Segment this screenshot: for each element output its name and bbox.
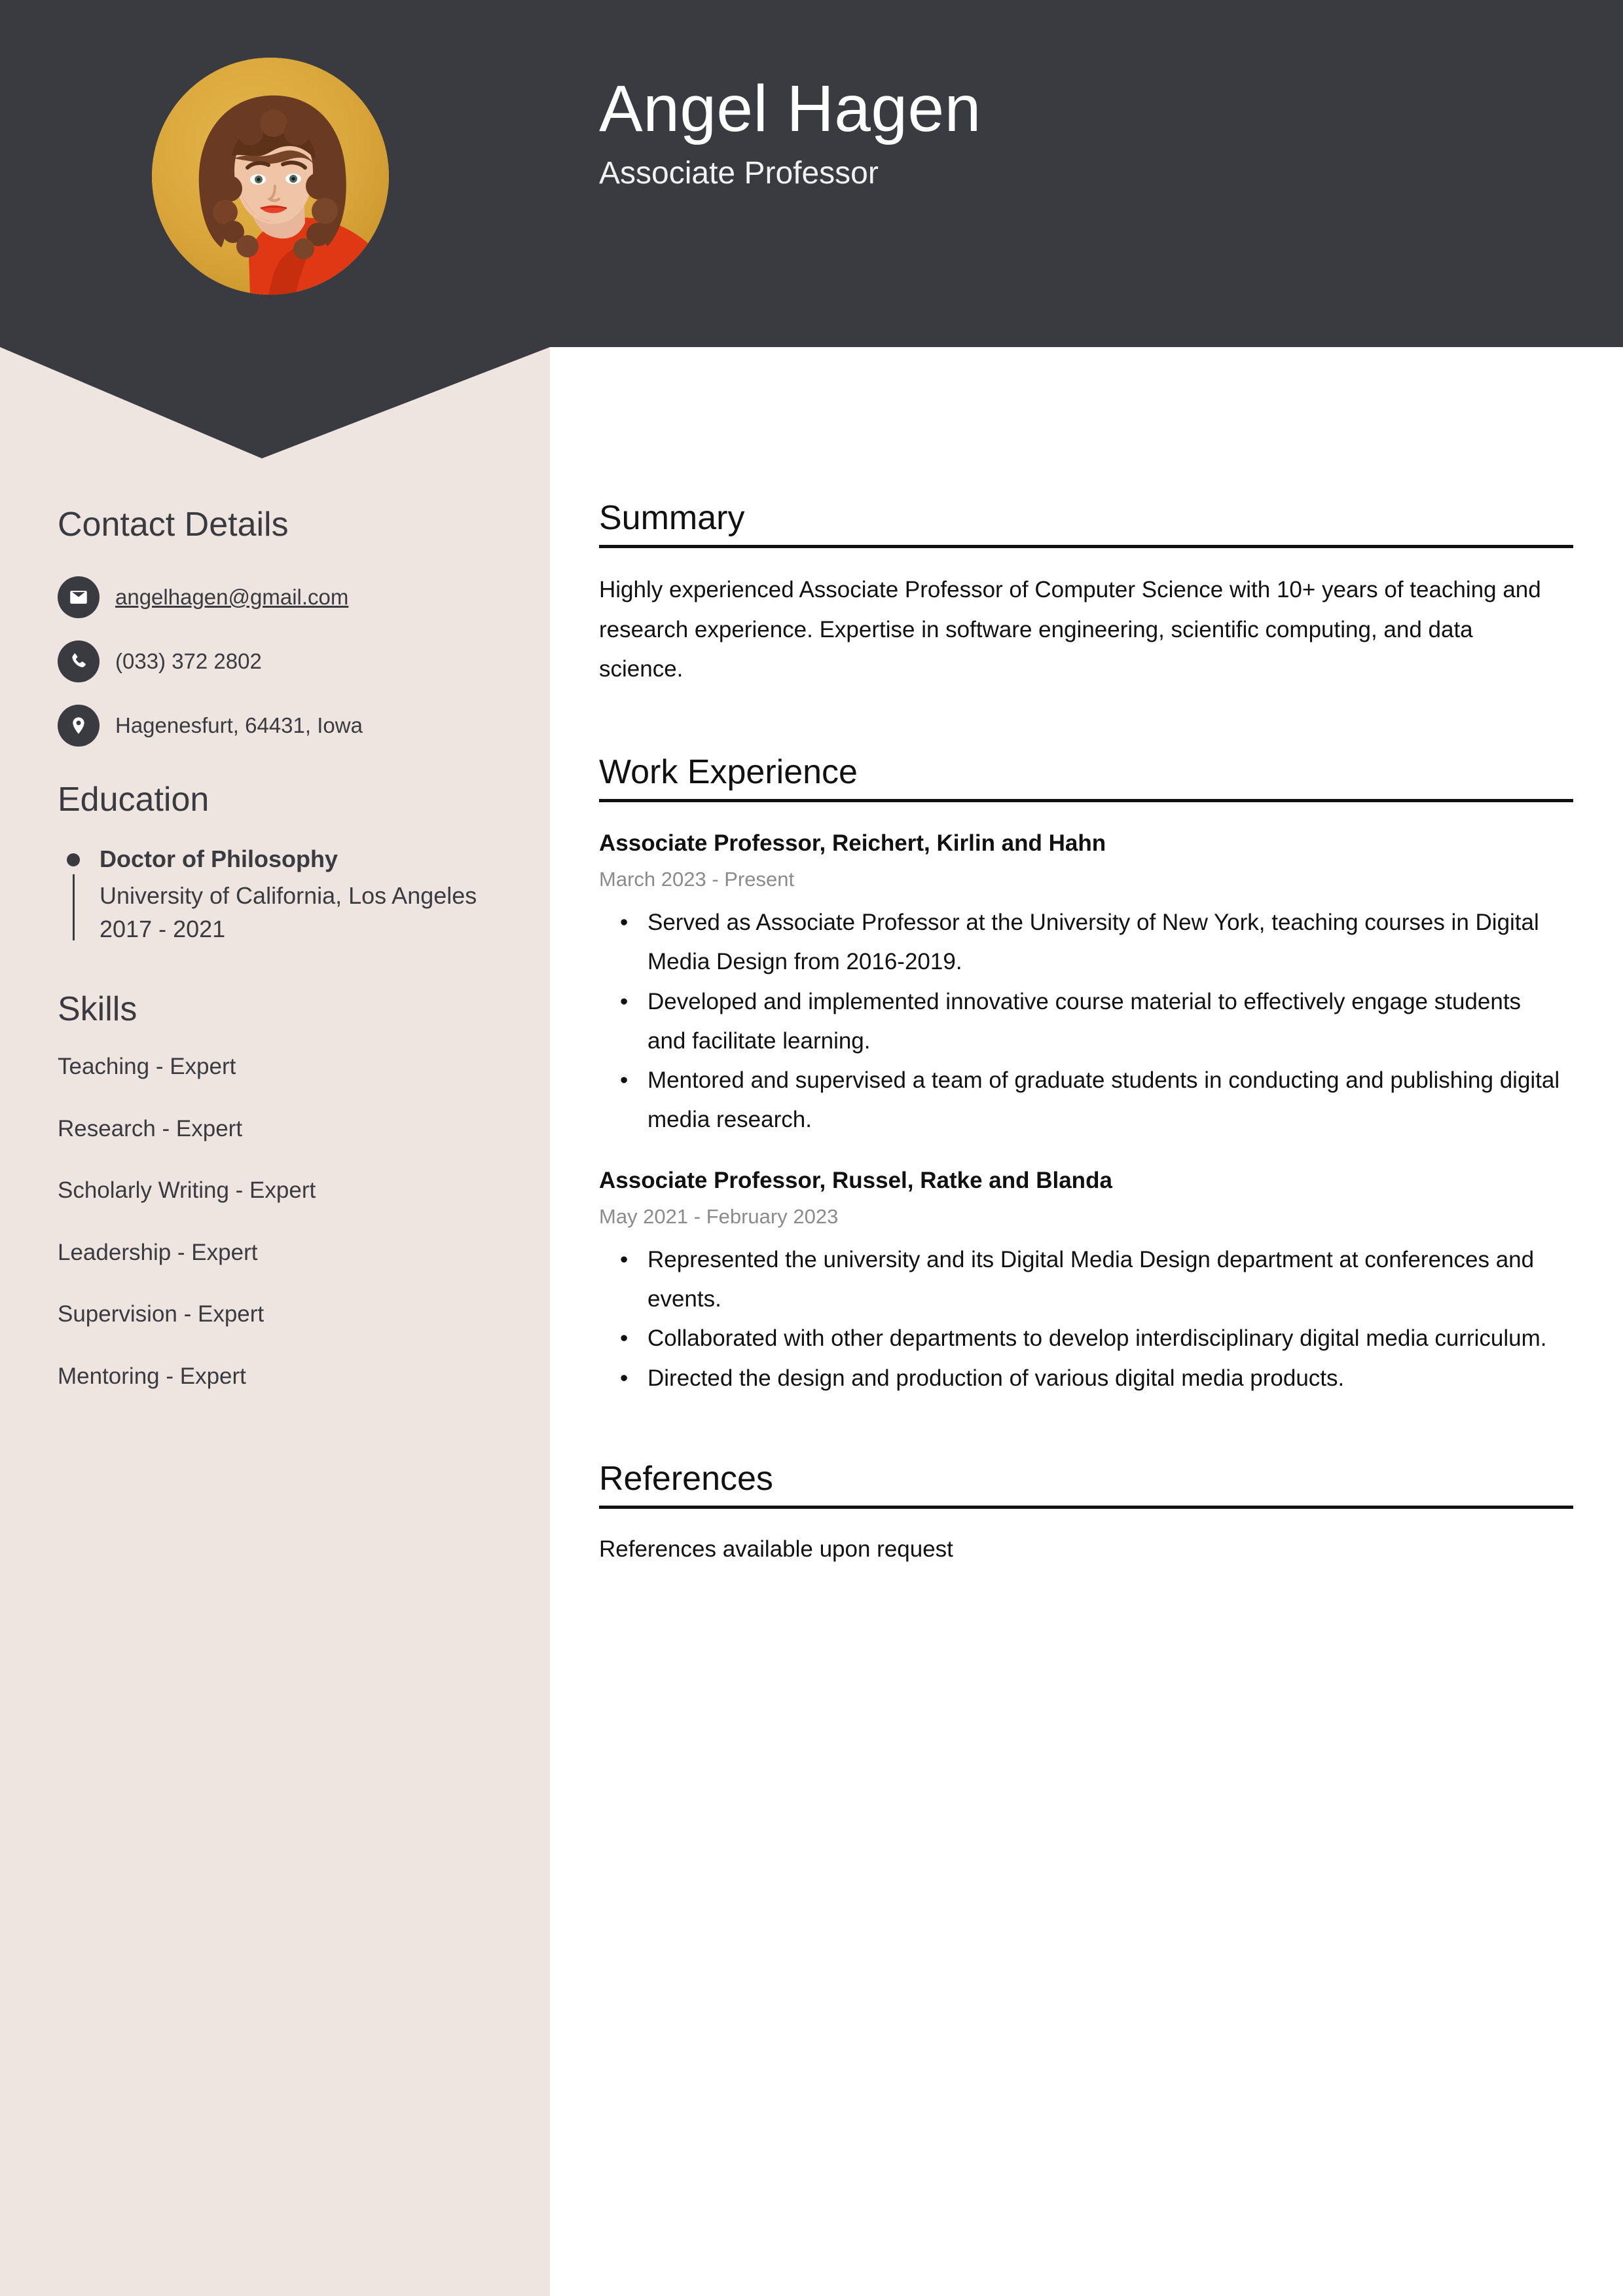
education-timeline-line <box>73 874 75 940</box>
skill-item: Leadership - Expert <box>58 1239 258 1265</box>
contact-item-location[interactable] <box>58 705 511 747</box>
page-title: Angel Hagen <box>599 72 981 145</box>
skill-item: Mentoring - Expert <box>58 1363 246 1389</box>
job-bullet: • Served as Associate Professor at the University of New York, teaching courses in Digital Media Design from 2016-2019. <box>647 903 1564 982</box>
work-experience-section <box>599 752 1581 1398</box>
education-heading: Education <box>58 781 210 819</box>
contact-email-value[interactable]: angelhagen@gmail.com <box>115 584 349 609</box>
envelope-icon <box>58 576 100 618</box>
job-bullet: • Developed and implemented innovative course material to effectively engage students and facilitate learning. <box>647 982 1564 1061</box>
job-title-company: Associate Professor, Reichert, Kirlin and Hahn <box>599 830 1106 857</box>
contact-phone-value: (033) 372 2802 <box>115 648 262 673</box>
sidebar <box>0 0 550 2296</box>
summary-divider <box>599 545 1573 548</box>
phone-icon <box>58 640 100 682</box>
education-entry <box>58 844 511 946</box>
job-bullet: • Directed the design and production of various digital media products. <box>647 1359 1564 1398</box>
job-bullet: • Collaborated with other departments to develop interdisciplinary digital media curriculum. <box>647 1319 1564 1358</box>
job-dates: March 2023 - Present <box>599 867 795 891</box>
job-entry <box>599 1166 1581 1398</box>
summary-heading: Summary <box>599 499 745 537</box>
work-experience-divider <box>599 799 1573 802</box>
job-bullet-list <box>599 903 1581 1139</box>
summary-section <box>599 498 1581 689</box>
references-body: References available upon request <box>599 1536 953 1563</box>
references-divider <box>599 1506 1573 1509</box>
skills-list <box>58 1052 511 1391</box>
job-entry <box>599 828 1581 1139</box>
main-content <box>599 0 1581 1568</box>
job-bullet: • Mentored and supervised a team of graduate students in conducting and publishing digital media research. <box>647 1061 1564 1139</box>
references-section <box>599 1458 1581 1568</box>
education-degree: Doctor of Philosophy <box>100 845 338 872</box>
skill-item: Research - Expert <box>58 1115 243 1141</box>
skill-item: Supervision - Expert <box>58 1301 264 1327</box>
summary-body: Highly experienced Associate Professor of Computer Science with 10+ years of teaching and research experience. Expertise in software engineering, scientific computing, and data science. <box>599 577 1541 682</box>
location-pin-icon <box>58 705 100 747</box>
education-bullet-icon <box>67 853 80 866</box>
contact-item-email[interactable] <box>58 576 511 618</box>
job-bullet: • Represented the university and its Digital Media Design department at conferences and events. <box>647 1240 1564 1319</box>
skill-item: Teaching - Expert <box>58 1054 236 1080</box>
job-title-company: Associate Professor, Russel, Ratke and Blanda <box>599 1168 1112 1194</box>
education-school: University of California, Los Angeles <box>100 881 477 909</box>
contact-item-phone[interactable] <box>58 640 511 682</box>
skill-item: Scholarly Writing - Expert <box>58 1177 316 1204</box>
references-heading: References <box>599 1459 773 1498</box>
contact-details-heading: Contact Details <box>58 506 289 544</box>
contact-location-value: Hagenesfurt, 64431, Iowa <box>115 713 363 737</box>
job-title: Associate Professor <box>599 156 879 191</box>
work-experience-heading: Work Experience <box>599 752 858 791</box>
job-dates: May 2021 - February 2023 <box>599 1204 839 1228</box>
education-years: 2017 - 2021 <box>100 915 226 942</box>
job-bullet-list <box>599 1240 1581 1398</box>
skills-heading: Skills <box>58 990 137 1028</box>
contact-list <box>58 576 511 747</box>
